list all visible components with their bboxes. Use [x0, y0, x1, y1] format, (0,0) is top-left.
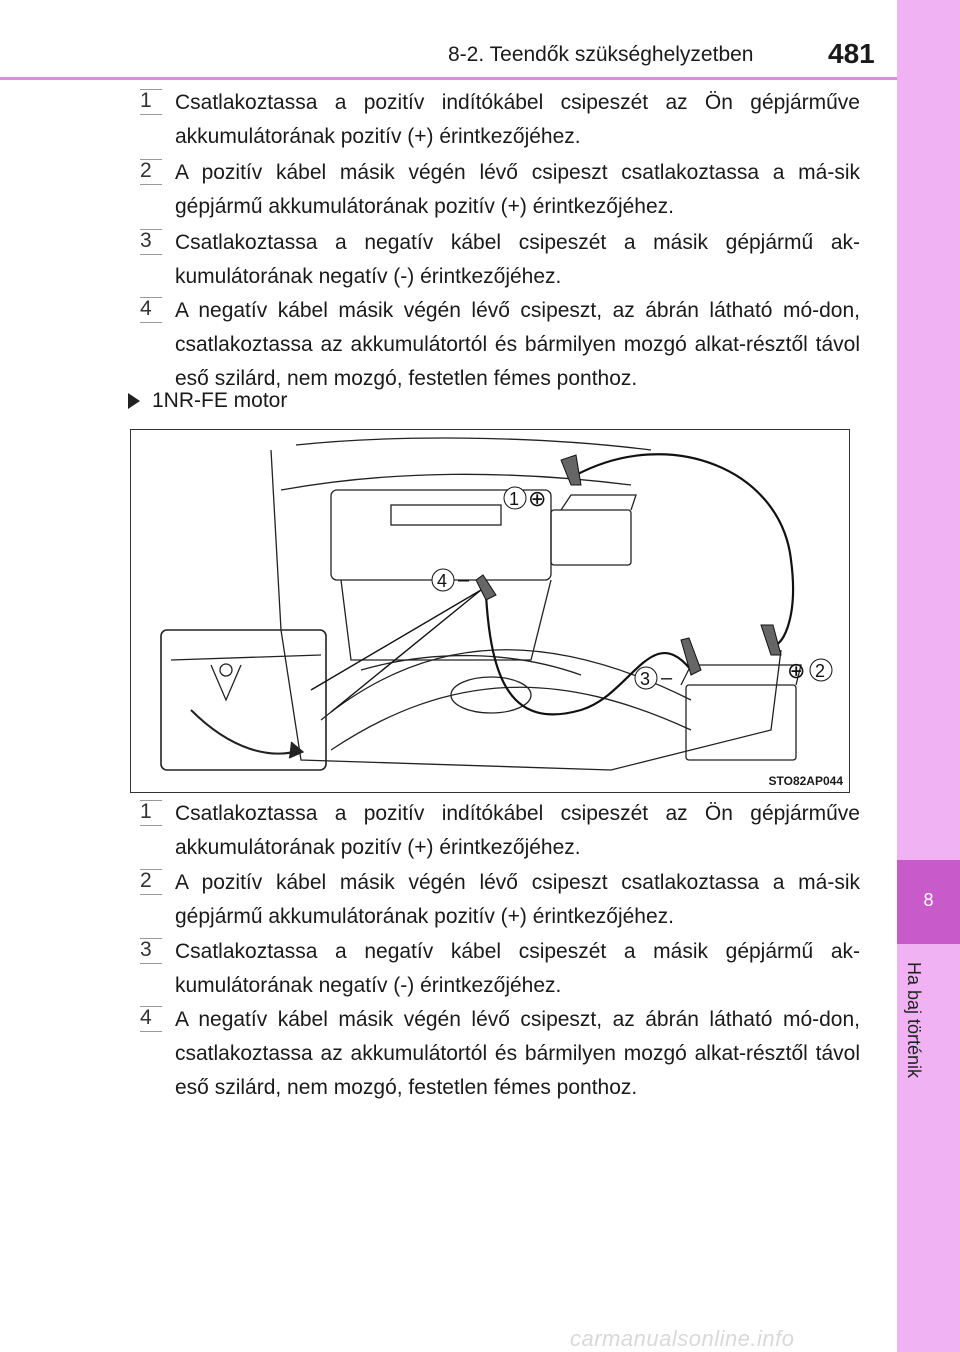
svg-text:⊕: ⊕: [787, 658, 806, 683]
chapter-label: Ha baj történik: [904, 962, 924, 1079]
callout-3: 3: [640, 669, 651, 689]
svg-text:⊕: ⊕: [528, 486, 547, 511]
step-4-block-2: [140, 1003, 860, 1105]
step-text: A negatív kábel másik végén lévő csipeszt, az ábrán látható mó-don, csatlakoztassa az akkumulátortól és bármilyen mozgó alkat-résztől távol eső szilárd, nem mozgó, festetlen fémes ponthoz.: [175, 299, 860, 390]
step-number: 3: [140, 938, 162, 964]
figure-code: STO82AP044: [768, 774, 843, 788]
step-4-block-1: [140, 294, 860, 396]
step-text: A negatív kábel másik végén lévő csipeszt, az ábrán látható mó-don, csatlakoztassa az akkumulátortól és bármilyen mozgó alkat-résztől távol eső szilárd, nem mozgó, festetlen fémes ponthoz.: [175, 1008, 860, 1099]
svg-text:–: –: [458, 569, 470, 591]
callout-1: 1: [509, 489, 520, 509]
step-1-block-1: [140, 86, 860, 154]
chapter-side-tab: [897, 0, 960, 1352]
step-number: 4: [140, 297, 162, 323]
chapter-number-tab: [897, 860, 960, 944]
step-number: 2: [140, 869, 162, 895]
section-title: 8-2. Teendők szükséghelyzetben: [448, 43, 754, 66]
step-text: Csatlakoztassa a negatív kábel csipeszét a másik gépjármű ak-kumulátorának negatív (-) érintkezőjéhez.: [175, 231, 860, 288]
jump-start-illustration: [130, 429, 850, 793]
step-text: Csatlakoztassa a pozitív indítókábel csipeszét az Ön gépjárműve akkumulátorának pozitív (+) érintkezőjéhez.: [175, 802, 860, 859]
step-text: A pozitív kábel másik végén lévő csipeszt csatlakoztassa a má-sik gépjármű akkumulátorának pozitív (+) érintkezőjéhez.: [175, 871, 860, 928]
step-2-block-2: [140, 866, 860, 934]
subheading-text: 1NR-FE motor: [152, 389, 288, 412]
header-divider: [0, 77, 897, 80]
step-text: Csatlakoztassa a negatív kábel csipeszét a másik gépjármű ak-kumulátorának negatív (-) érintkezőjéhez.: [175, 940, 860, 997]
step-number: 1: [140, 800, 162, 826]
callout-2: 2: [815, 661, 826, 681]
callout-4: 4: [437, 571, 448, 591]
step-text: A pozitív kábel másik végén lévő csipeszt csatlakoztassa a má-sik gépjármű akkumulátorának pozitív (+) érintkezőjéhez.: [175, 161, 860, 218]
step-text: Csatlakoztassa a pozitív indítókábel csipeszét az Ön gépjárműve akkumulátorának pozitív (+) érintkezőjéhez.: [175, 91, 860, 148]
step-1-block-2: [140, 797, 860, 865]
step-number: 1: [140, 89, 162, 115]
step-3-block-2: [140, 935, 860, 1003]
step-number: 4: [140, 1006, 162, 1032]
watermark: carmanualsonline.info: [570, 1326, 795, 1351]
step-3-block-1: [140, 226, 860, 294]
chapter-label-box: [903, 962, 953, 1122]
page-number: 481: [828, 38, 875, 69]
step-number: 2: [140, 159, 162, 185]
step-2-block-1: [140, 156, 860, 224]
engine-subheading: [128, 389, 287, 413]
step-number: 3: [140, 229, 162, 255]
triangle-bullet-icon: [128, 393, 140, 409]
svg-text:–: –: [661, 667, 673, 689]
chapter-number: 8: [923, 890, 934, 910]
engine-bay-drawing: [131, 430, 848, 791]
